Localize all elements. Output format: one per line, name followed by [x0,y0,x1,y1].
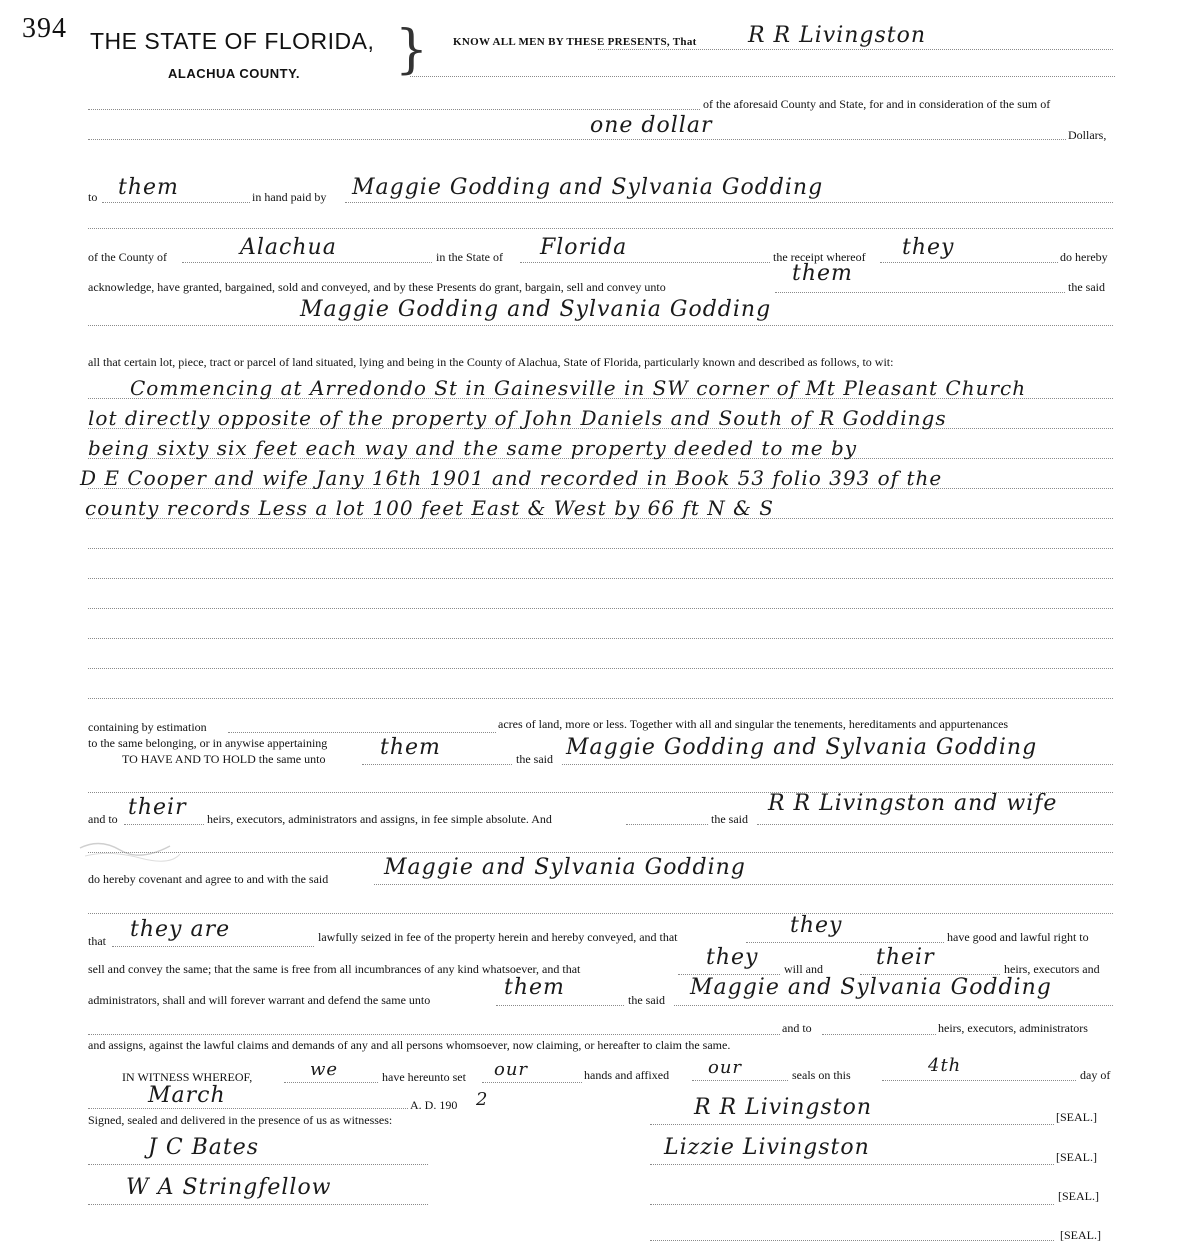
line [88,548,1113,549]
same-belonging-text: to the same belonging, or in anywise appertaining [88,736,328,750]
line [88,1034,780,1035]
seal-label-2: [SEAL.] [1056,1150,1097,1164]
ink-smudge-icon [70,828,190,868]
witness-signature-2: W A Stringfellow [126,1175,332,1200]
line [228,732,496,733]
line [746,942,944,943]
seal-label-3: [SEAL.] [1058,1189,1099,1203]
signature-line-1 [650,1124,1054,1125]
covenant-text: do hereby covenant and agree to and with the said [88,872,329,886]
heirs-exec-text: heirs, executors and [1004,962,1100,976]
the-said-text: the said [1068,280,1105,294]
will-handwriting: their [876,945,935,970]
line [496,1005,624,1006]
admin-said-handwriting: Maggie and Sylvania Godding [690,975,1052,1000]
acknowledge-text: acknowledge, have granted, bargained, sold and conveyed, and by these Presents do grant, bargain, sell and convey unto [88,280,666,294]
in-witness-text: IN WITNESS WHEREOF, [122,1070,253,1084]
paid-by-handwriting: Maggie Godding and Sylvania Godding [352,175,824,200]
lawfully-handwriting: they [790,913,843,938]
receipt-handwriting: they [902,235,955,260]
line [88,139,1066,140]
line [88,668,1113,669]
the-said-text-2: the said [516,752,553,766]
year-handwriting: 2 [476,1089,489,1110]
signature-line-4 [650,1240,1054,1241]
day-of-text: day of [1080,1068,1111,1082]
covenant-handwriting: Maggie and Sylvania Godding [384,855,746,880]
have-said-handwriting: Maggie Godding and Sylvania Godding [566,735,1038,760]
description-line-4: D E Cooper and wife Jany 16th 1901 and recorded in Book 53 folio 393 of the [80,466,943,490]
line [112,946,314,947]
acres-text: acres of land, more or less. Together with all and singular the tenements, hereditaments and appurtenances [498,717,1009,731]
hands-affixed-text: hands and affixed [584,1068,670,1082]
signature-line-2 [650,1164,1054,1165]
line [362,764,512,765]
description-line-5: county records Less a lot 100 feet East & West by 66 ft N & S [85,496,774,520]
that-text: that [88,934,106,948]
description-line-2: lot directly opposite of the property of John Daniels and South of R Goddings [88,406,947,430]
to-have-text: TO HAVE AND TO HOLD the same unto [122,752,326,766]
line [520,262,770,263]
line [284,1082,378,1083]
line [88,578,1113,579]
the-said-text-4: the said [628,993,665,1007]
line [626,824,708,825]
do-hereby-text: do hereby [1060,250,1108,264]
receipt-text: the receipt whereof [773,250,866,264]
day-handwriting: 4th [928,1055,962,1076]
line [692,1080,788,1081]
affixed-handwriting: our [708,1057,743,1078]
witness-signature-1: J C Bates [148,1135,260,1160]
line [88,228,1113,229]
county-handwriting: Alachua [240,235,337,260]
heirs-exec-admin-text: heirs, executors, administrators [938,1021,1088,1035]
sum-handwriting: one dollar [590,113,713,138]
line [102,202,250,203]
know-all-men: KNOW ALL MEN BY THESE PRESENTS, That [453,36,697,48]
and-to-text-2: and to [782,1021,812,1035]
all-that-text: all that certain lot, piece, tract or parcel of land situated, lying and being in the County of Alachua, State of Florida, particularly known and described as follows, to wit: [88,355,894,369]
line [482,1082,582,1083]
the-said-text-3: the said [711,812,748,826]
and-to-text: and to [88,812,118,826]
good-lawful-text: have good and lawful right to [947,930,1089,944]
line [88,109,700,110]
witness-line-2 [88,1204,428,1205]
state-title: THE STATE OF FLORIDA, [90,28,375,54]
sell-convey-text: sell and convey the same; that the same is free from all incumbrances of any kind whatsoever, and that [88,962,581,976]
belonging-handwriting: them [380,735,441,760]
witness-handwriting: we [310,1059,339,1080]
in-state-text: in the State of [436,250,503,264]
heirs-text: heirs, executors, administrators and assigns, in fee simple absolute. And [207,812,552,826]
to-handwriting: them [118,175,179,200]
have-hereunto-text: have hereunto set [382,1070,466,1084]
sell-handwriting: they [706,945,759,970]
in-hand-paid-text: in hand paid by [252,190,327,204]
signature-line-3 [650,1204,1054,1205]
seals-on-text: seals on this [792,1068,851,1082]
grantor-line [598,49,1113,50]
brace-icon: } [395,20,429,80]
ad-text: A. D. 190 [410,1098,458,1112]
signature-2: Lizzie Livingston [664,1135,870,1160]
line [775,292,1065,293]
line [822,1034,936,1035]
state-handwriting: Florida [540,235,628,260]
line [88,1108,408,1109]
page-number: 394 [22,13,67,44]
heirs-handwriting: their [128,795,187,820]
line [88,852,1113,853]
containing-text: containing by estimation [88,720,207,734]
aforesaid-text: of the aforesaid County and State, for and in consideration of the sum of [703,97,1051,111]
will-and-text: will and [784,962,823,976]
line [88,325,1113,326]
line [374,884,1113,885]
grantees-handwriting: Maggie Godding and Sylvania Godding [300,297,772,322]
line [124,824,204,825]
signature-1: R R Livingston [694,1095,873,1120]
to-text: to [88,190,98,204]
that-handwriting: they are [130,917,231,942]
line [882,1080,1076,1081]
administrators-text: administrators, shall and will forever warrant and defend the same unto [88,993,431,1007]
line [757,824,1113,825]
grantor-handwriting: R R Livingston [748,23,927,48]
line [345,202,1113,203]
signed-sealed-text: Signed, sealed and delivered in the presence of us as witnesses: [88,1113,393,1127]
of-county-text: of the County of [88,250,167,264]
line [674,1005,1113,1006]
line [88,913,1113,914]
lawfully-text: lawfully seized in fee of the property herein and hereby conveyed, and that [318,930,678,944]
dollars-text: Dollars, [1068,128,1107,142]
line [562,764,1113,765]
county-title: ALACHUA COUNTY. [168,66,300,81]
seal-label-1: [SEAL.] [1056,1110,1097,1124]
set-handwriting: our [494,1059,529,1080]
and-said-handwriting: R R Livingston and wife [768,791,1058,816]
description-line-1: Commencing at Arredondo St in Gainesville in SW corner of Mt Pleasant Church [130,376,1027,400]
month-handwriting: March [148,1083,226,1108]
line [182,262,432,263]
assigns-text: and assigns, against the lawful claims and demands of any and all persons whomsoever, now claiming, or hereafter to claim the same. [88,1038,731,1052]
line [88,608,1113,609]
line [88,698,1113,699]
seal-label-4: [SEAL.] [1060,1228,1101,1242]
line [880,262,1058,263]
grantor-line-2 [410,76,1115,77]
description-line-3: being sixty six feet each way and the same property deeded to me by [88,436,858,460]
line [88,638,1113,639]
unto-handwriting: them [792,261,853,286]
admin-handwriting: them [504,975,565,1000]
witness-line-1 [88,1164,428,1165]
